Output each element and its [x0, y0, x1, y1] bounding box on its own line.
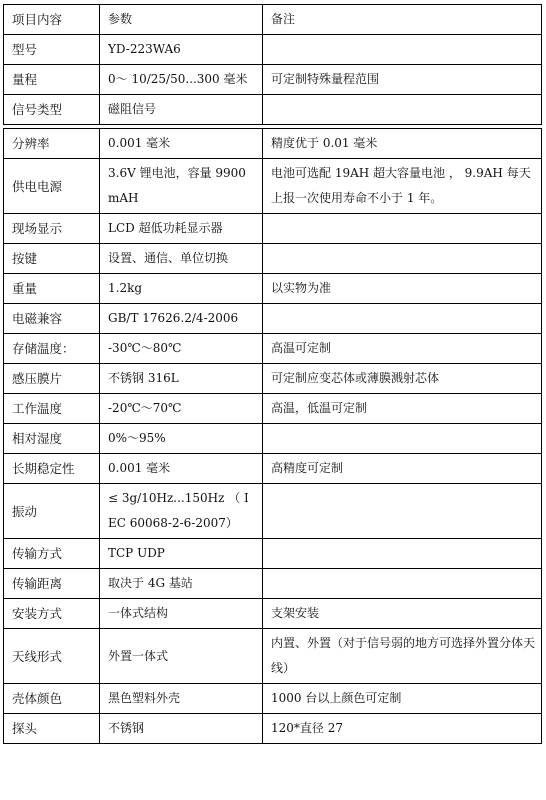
note-cell: 高温，低温可定制	[263, 394, 542, 424]
item-cell: 按键	[4, 244, 100, 274]
table-row	[4, 304, 542, 334]
note-cell	[263, 424, 542, 454]
note-cell	[263, 539, 542, 569]
value-cell: TCP UDP	[100, 539, 263, 569]
note-cell	[263, 35, 542, 65]
table-row	[4, 214, 542, 244]
note-cell: 以实物为准	[263, 274, 542, 304]
note-cell: 120*直径 27	[263, 714, 542, 744]
table-row	[4, 569, 542, 599]
table-row	[4, 484, 542, 539]
value-cell: 不锈钢 316L	[100, 364, 263, 394]
value-cell: 3.6V 锂电池，容量 9900mAH	[100, 159, 263, 214]
item-cell: 信号类型	[4, 95, 100, 125]
value-cell: 0.001 毫米	[100, 129, 263, 159]
note-cell	[263, 214, 542, 244]
header-item: 项目内容	[4, 5, 100, 35]
item-cell: 工作温度	[4, 394, 100, 424]
item-cell: 振动	[4, 484, 100, 539]
note-cell: 可定制应变芯体或薄膜溅射芯体	[263, 364, 542, 394]
item-cell: 壳体颜色	[4, 684, 100, 714]
value-cell: 不锈钢	[100, 714, 263, 744]
table-row	[4, 364, 542, 394]
item-cell: 电磁兼容	[4, 304, 100, 334]
header-value: 参数	[100, 5, 263, 35]
item-cell: 供电电源	[4, 159, 100, 214]
header-row	[4, 5, 542, 35]
table-row	[4, 274, 542, 304]
value-cell: 设置、通信、单位切换	[100, 244, 263, 274]
item-cell: 相对湿度	[4, 424, 100, 454]
note-cell	[263, 95, 542, 125]
value-cell: LCD 超低功耗显示器	[100, 214, 263, 244]
table-row	[4, 539, 542, 569]
item-cell: 型号	[4, 35, 100, 65]
note-cell: 内置、外置（对于信号弱的地方可选择外置分体天线）	[263, 629, 542, 684]
table-row	[4, 95, 542, 125]
value-cell: GB/T 17626.2/4-2006	[100, 304, 263, 334]
item-cell: 感压膜片	[4, 364, 100, 394]
note-cell	[263, 569, 542, 599]
value-cell: -30℃～80℃	[100, 334, 263, 364]
note-cell: 精度优于 0.01 毫米	[263, 129, 542, 159]
value-cell: 0%～95%	[100, 424, 263, 454]
value-cell: 1.2kg	[100, 274, 263, 304]
table-row	[4, 35, 542, 65]
value-cell: ≤ 3g/10Hz...150Hz （ IEC 60068-2-6-2007）	[100, 484, 263, 539]
note-cell: 电池可选配 19AH 超大容量电池 ， 9.9AH 每天上报一次使用寿命不小于 1 年。	[263, 159, 542, 214]
item-cell: 存储温度：	[4, 334, 100, 364]
note-cell: 可定制特殊量程范围	[263, 65, 542, 95]
table-row	[4, 714, 542, 744]
table-row	[4, 244, 542, 274]
value-cell: 磁阻信号	[100, 95, 263, 125]
table-row	[4, 424, 542, 454]
item-cell: 长期稳定性	[4, 454, 100, 484]
value-cell: YD-223WA6	[100, 35, 263, 65]
note-cell: 支架安装	[263, 599, 542, 629]
item-cell: 传输距离	[4, 569, 100, 599]
value-cell: -20℃～70℃	[100, 394, 263, 424]
value-cell: 黑色塑料外壳	[100, 684, 263, 714]
item-cell: 现场显示	[4, 214, 100, 244]
table-row	[4, 129, 542, 159]
note-cell: 1000 台以上颜色可定制	[263, 684, 542, 714]
value-cell: 外置一体式	[100, 629, 263, 684]
table-row	[4, 65, 542, 95]
table-row	[4, 454, 542, 484]
value-cell: 0.001 毫米	[100, 454, 263, 484]
item-cell: 安装方式	[4, 599, 100, 629]
item-cell: 量程	[4, 65, 100, 95]
table-row	[4, 334, 542, 364]
value-cell: 一体式结构	[100, 599, 263, 629]
note-cell	[263, 484, 542, 539]
note-cell: 高精度可定制	[263, 454, 542, 484]
note-cell	[263, 304, 542, 334]
table-row	[4, 684, 542, 714]
spec-table	[3, 4, 542, 744]
table-row	[4, 394, 542, 424]
value-cell: 取决于 4G 基站	[100, 569, 263, 599]
item-cell: 探头	[4, 714, 100, 744]
table-row	[4, 629, 542, 684]
item-cell: 天线形式	[4, 629, 100, 684]
note-cell: 高温可定制	[263, 334, 542, 364]
item-cell: 重量	[4, 274, 100, 304]
table-row	[4, 159, 542, 214]
spec-sheet	[3, 4, 541, 744]
header-note: 备注	[263, 5, 542, 35]
table-row	[4, 599, 542, 629]
item-cell: 传输方式	[4, 539, 100, 569]
value-cell: 0～ 10/25/50...300 毫米	[100, 65, 263, 95]
note-cell	[263, 244, 542, 274]
item-cell: 分辨率	[4, 129, 100, 159]
